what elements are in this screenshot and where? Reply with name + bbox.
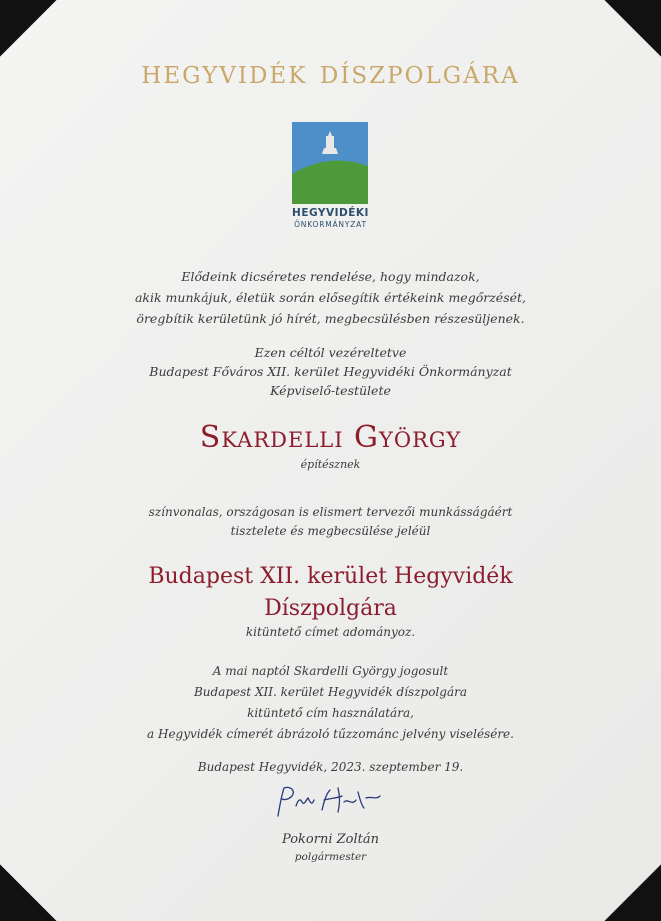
- logo-line-1: HEGYVIDÉKI: [292, 207, 369, 219]
- frame-corner-bottom-left: [0, 864, 57, 921]
- award-title-line-2: Díszpolgára: [264, 596, 397, 621]
- preamble-line: Elődeink dicséretes rendelése, hogy mindazok,: [181, 269, 480, 284]
- merit-paragraph: [0, 503, 661, 541]
- preamble-paragraph: [0, 266, 661, 329]
- frame-corner-bottom-right: [604, 864, 661, 921]
- rights-line: A mai naptól Skardelli György jogosult: [212, 664, 449, 678]
- rights-line: Budapest XII. kerület Hegyvidék díszpolgára: [193, 685, 467, 699]
- issuer-paragraph: [0, 343, 661, 400]
- recipient-name: Skardelli György: [199, 420, 462, 455]
- rights-paragraph: [0, 661, 661, 745]
- issuer-line: Budapest Főváros XII. kerület Hegyvidéki Önkormányzat: [149, 364, 512, 379]
- rights-line: a Hegyvidék címerét ábrázoló tűzzománc jelvény viselésére.: [147, 727, 514, 741]
- award-title-line-1: Budapest XII. kerület Hegyvidék: [148, 564, 513, 589]
- preamble-line: öregbítik kerületünk jó hírét, megbecsülésben részesüljenek.: [136, 311, 525, 326]
- logo-line-2: ÖNKORMÁNYZAT: [294, 220, 367, 229]
- signer-name: Pokorni Zoltán: [282, 832, 379, 847]
- rights-line: kitüntető cím használatára,: [247, 706, 414, 720]
- logo-wordmark: [0, 207, 661, 229]
- preamble-line: akik munkájuk, életük során elősegítik értékeink megőrzését,: [134, 290, 526, 305]
- merit-line: tisztelete és megbecsülése jeléül: [230, 524, 431, 538]
- issuer-line: Képviselő-testülete: [270, 383, 391, 398]
- handwritten-signature: [272, 782, 388, 822]
- hegyvidek-logo-icon: [292, 122, 368, 204]
- certificate-title: hegyvidék díszpolgára: [141, 52, 520, 91]
- signer-title: polgármester: [294, 851, 367, 863]
- award-suffix: kitüntető címet adományoz.: [245, 625, 416, 639]
- frame-corner-top-left: [0, 0, 57, 57]
- recipient-profession: építésznek: [300, 458, 361, 471]
- frame-corner-top-right: [604, 0, 661, 57]
- issuer-line: Ezen céltól vezéreltetve: [254, 345, 407, 360]
- date-line: Budapest Hegyvidék, 2023. szeptember 19.: [197, 760, 464, 774]
- merit-line: színvonalas, országosan is elismert tervezői munkásságáért: [148, 505, 513, 519]
